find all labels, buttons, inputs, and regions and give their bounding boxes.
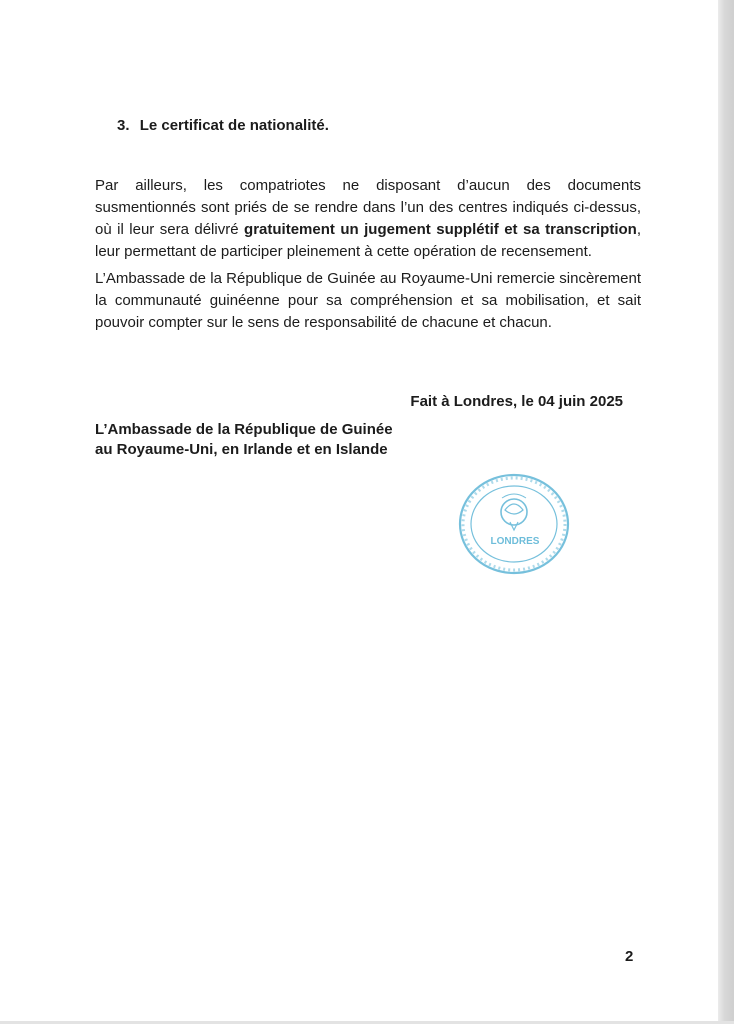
- signatory-line-2: au Royaume-Uni, en Irlande et en Islande: [95, 441, 388, 458]
- signatory-block: [95, 420, 393, 460]
- section-heading: [117, 117, 329, 134]
- stamp-city-label: LONDRES: [490, 536, 540, 547]
- paragraph-text: Par ailleurs, les compatriotes ne disposant d’aucun des documents susmentionnés sont priés de se rendre dans l’un des centres indiqués ci-dessus, où il leur sera délivré: [95, 177, 641, 238]
- section-number: 3.: [117, 117, 130, 134]
- paragraph-text-end: , leur permettant de participer pleinement à cette opération de recensement.: [95, 221, 641, 260]
- paragraph-thanks: L’Ambassade de la République de Guinée au Royaume-Uni remercie sincèrement la communauté guinéenne pour sa compréhension et sa mobilisation, et sait pouvoir compter sur le sens de responsabilité de chacune et chacun.: [95, 270, 641, 331]
- paragraph-documents: [95, 175, 641, 263]
- signatory-line-1: L’Ambassade de la République de Guinée: [95, 421, 393, 438]
- section-title: Le certificat de nationalité.: [139, 117, 329, 134]
- date-line: Fait à Londres, le 04 juin 2025: [410, 393, 623, 410]
- paragraph-bold-text: gratuitement un jugement supplétif et sa transcription: [244, 221, 637, 238]
- page-number: 2: [625, 948, 634, 965]
- page-edge-shadow: [718, 0, 734, 1024]
- embassy-seal-stamp: [458, 472, 572, 576]
